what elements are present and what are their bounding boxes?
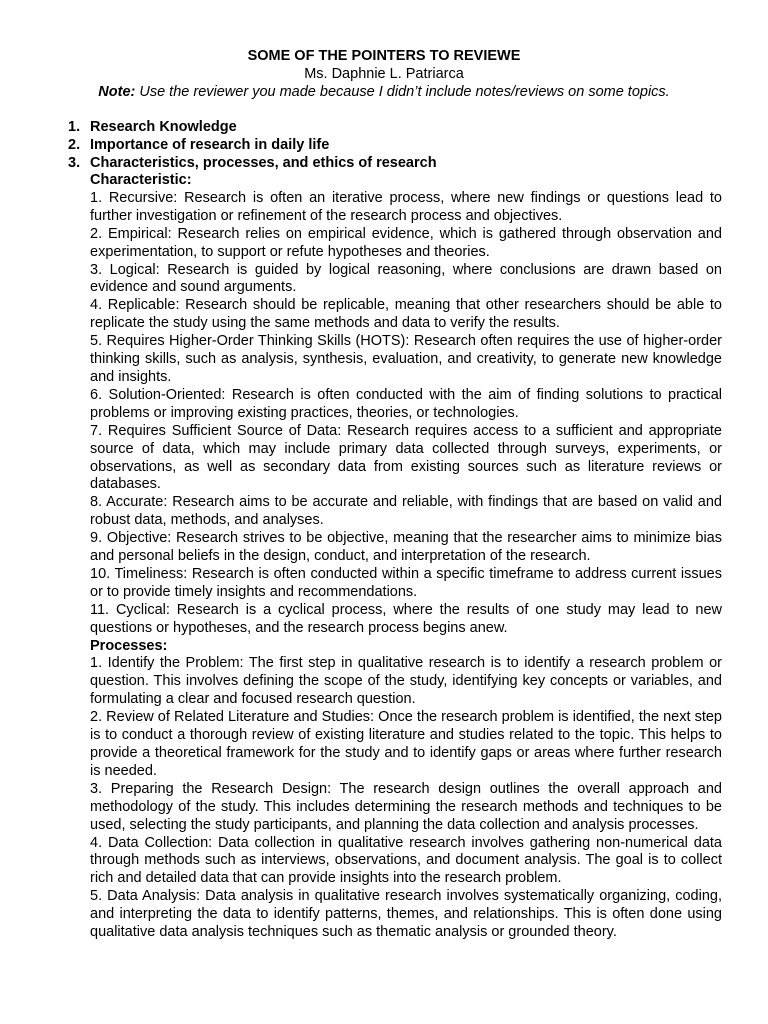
topic-label: Research Knowledge [90, 119, 237, 135]
processes-heading: Processes: [90, 637, 168, 654]
characteristic-item: 1. Recursive: Research is often an iterative process, where new findings or questions lead to further investigation or refinement of the research process and objectives. [90, 189, 722, 224]
characteristic-heading: Characteristic: [90, 172, 192, 188]
characteristic-item: 2. Empirical: Research relies on empirical evidence, which is gathered through observation and experimentation, to support or refute hypotheses and theories. [90, 225, 722, 260]
characteristic-item: 5. Requires Higher-Order Thinking Skills (HOTS): Research often requires the use of higher-order thinking skills, such as analysis, synthesis, evaluation, and creativity, to generate new knowledge and insights. [90, 333, 722, 385]
topic-label: Characteristics, processes, and ethics of research [90, 155, 437, 171]
process-item: 2. Review of Related Literature and Studies: Once the research problem is identified, the next step is to conduct a thorough review of existing literature and studies related to the topic. This helps to provide a theoretical framework for the study and to identify gaps or areas where further research is needed. [90, 709, 722, 779]
topic-item [58, 136, 722, 154]
topic-number: 2. [68, 137, 81, 153]
process-item: 3. Preparing the Research Design: The research design outlines the overall approach and methodology of the study. This includes determining the research methods and techniques to be used, selecting the study participants, and planning the data collection and analysis processes. [90, 780, 722, 833]
note-label: Note: [98, 84, 136, 100]
process-item: 1. Identify the Problem: The first step in qualitative research is to identify a research problem or question. This involves defining the scope of the study, identifying key concepts or variables, and formulating a clear and focused research question. [90, 655, 722, 708]
topic-number: 1. [68, 119, 81, 135]
note-line [0, 83, 768, 101]
process-item: 4. Data Collection: Data collection in qualitative research involves gathering non-numerical data through methods such as interviews, observations, and document analysis. The goal is to collect rich and detailed data that can provide insights into the research problem. [90, 834, 722, 887]
document-header [0, 47, 768, 101]
note-text: Use the reviewer you made because I didn’t include notes/reviews on some topics. [135, 84, 670, 100]
topic-number: 3. [68, 155, 81, 171]
characteristic-item: 6. Solution-Oriented: Research is often conducted with the aim of finding solutions to practical problems or improving existing practices, theories, or technologies. [90, 386, 722, 421]
characteristic-item: 11. Cyclical: Research is a cyclical process, where the results of one study may lead to new questions or hypotheses, and the research process begins anew. [90, 601, 722, 636]
topic-label: Importance of research in daily life [90, 137, 330, 153]
characteristic-item: 3. Logical: Research is guided by logical reasoning, where conclusions are drawn based on evidence and sound arguments. [90, 261, 722, 296]
topic-3-body [90, 172, 722, 942]
topic-item [58, 118, 722, 136]
characteristic-item: 8. Accurate: Research aims to be accurate and reliable, with findings that are based on valid and robust data, methods, and analyses. [90, 494, 722, 529]
characteristic-item: 9. Objective: Research strives to be objective, meaning that the researcher aims to minimize bias and personal beliefs in the design, conduct, and interpretation of the research. [90, 530, 722, 565]
characteristic-item: 4. Replicable: Research should be replicable, meaning that other researchers should be able to replicate the study using the same methods and data to verify the results. [90, 297, 722, 332]
author-name: Ms. Daphnie L. Patriarca [304, 66, 464, 82]
document-title: SOME OF THE POINTERS TO REVIEWE [247, 48, 521, 64]
characteristic-item: 7. Requires Sufficient Source of Data: Research requires access to a sufficient and appropriate source of data, which may include primary data collected through surveys, experiments, or observations, as well as secondary data from existing sources such as literature reviews or databases. [90, 422, 722, 493]
topic-list [58, 118, 722, 172]
characteristic-item: 10. Timeliness: Research is often conducted within a specific timeframe to address current issues or to provide timely insights and recommendations. [90, 565, 722, 600]
topic-item [58, 154, 722, 172]
process-item: 5. Data Analysis: Data analysis in qualitative research involves systematically organizing, coding, and interpreting the data to identify patterns, themes, and relationships. This is often done using qualitative data analysis techniques such as thematic analysis or grounded theory. [90, 888, 722, 941]
